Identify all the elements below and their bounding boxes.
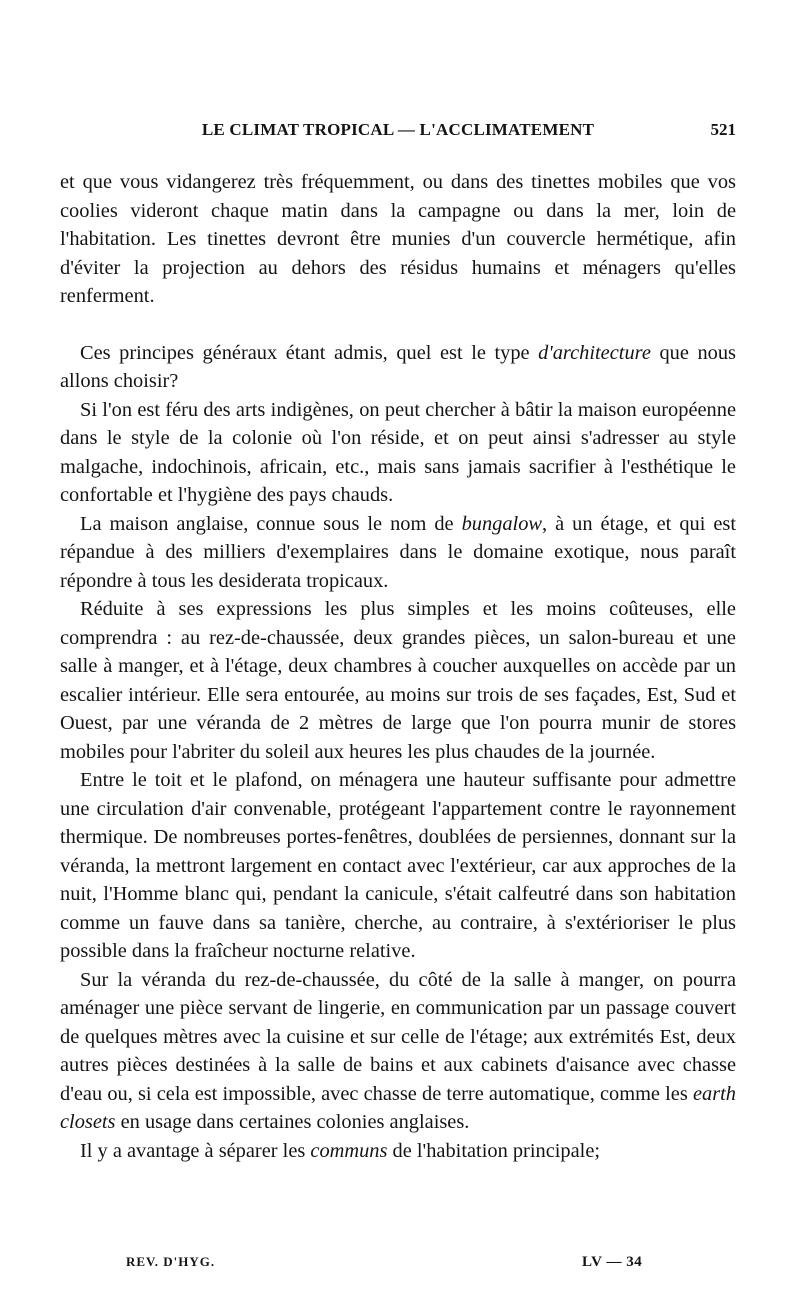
page-footer [60, 1254, 736, 1276]
journal-signature: REV. D'HYG. [126, 1254, 216, 1269]
text-run: en usage dans certaines colonies anglaises. [115, 1111, 470, 1133]
text-run: de l'habitation principale; [387, 1139, 601, 1162]
text-run: La maison anglaise, connue sous le nom de [80, 512, 462, 535]
running-title: LE CLIMAT TROPICAL — L'ACCLIMATEMENT [201, 120, 595, 139]
running-header [60, 120, 736, 146]
italic-term: bungalow [461, 512, 543, 535]
text-run: et que vous vidangerez très fréquemment, ou dans des tinettes mobiles que vos coolies videront chaque matin dans la campagne ou dans la mer, loin de l'habitation. Les tinettes devront être munies d'un couvercle hermétique, afin d'éviter la projection au dehors des résidus humains et ménagers qu'elles renferment. [60, 171, 736, 307]
text-run: Si l'on est féru des arts indigènes, on peut chercher à bâtir la maison européenne dans le style de la colonie où l'on réside, et on peut ainsi s'adresser au style malgache, indochinois, africain, etc., mais sans jamais sacrifier à l'esthétique le confortable et l'hygiène des pays chauds. [60, 398, 736, 506]
paragraph [60, 510, 736, 596]
italic-term: d'architecture [538, 341, 651, 364]
paragraph [60, 339, 736, 396]
paragraph [60, 396, 736, 510]
text-run: , à un étage, et qui est répandue à des milliers d'exemplaires dans le domaine exotique, nous paraît répondre à tous les desiderata tropicaux. [60, 512, 737, 592]
text-run: Sur la véranda du rez-de-chaussée, du côté de la salle à manger, on pourra aménager une pièce servant de lingerie, en communication par un passage couvert de quelques mètres avec la cuisine et sur celle de l'étage; aux extrémités Est, deux autres pièces destinées à la salle de bains et aux cabinets d'aisance avec chasse d'eau ou, si cela est impossible, avec chasse de terre automatique, comme les [60, 968, 736, 1105]
italic-term: earth closets [60, 1082, 736, 1133]
text-run: que nous allons choisir? [60, 341, 736, 392]
paragraph [60, 168, 736, 311]
volume-signature: LV — 34 [582, 1254, 643, 1270]
italic-term: communs [310, 1139, 388, 1162]
paragraph [60, 595, 736, 766]
text-run: Réduite à ses expressions les plus simples et les moins coûteuses, elle comprendra : au rez-de-chaussée, deux grandes pièces, un salon-bureau et une salle à manger, et à l'étage, deux chambres à coucher auxquelles on accède par un escalier intérieur. Elle sera entourée, au moins sur trois de ses façades, Est, Sud et Ouest, par une véranda de 2 mètres de large que l'on pourra munir de stores mobiles pour l'abriter du soleil aux heures les plus chaudes de la journée. [60, 598, 736, 763]
page-number: 521 [710, 120, 736, 139]
text-run: Entre le toit et le plafond, on ménagera une hauteur suffisante pour admettre une circulation d'air convenable, protégeant l'appartement contre le rayonnement thermique. De nombreuses portes-fenêtres, doublées de persiennes, donnant sur la véranda, la mettront largement en contact avec l'extérieur, car aux approches de la nuit, l'Homme blanc qui, pendant la canicule, s'était calfeutré dans son habitation comme un fauve dans sa tanière, cherche, au contraire, à s'extérioriser le plus possible dans la fraîcheur nocturne relative. [60, 769, 736, 962]
paragraph [60, 766, 736, 966]
body-text [60, 168, 736, 1165]
text-run: Ces principes généraux étant admis, quel est le type [80, 341, 539, 364]
text-run: Il y a avantage à séparer les [80, 1139, 311, 1162]
paragraph [60, 1137, 736, 1166]
paragraph [60, 966, 736, 1137]
